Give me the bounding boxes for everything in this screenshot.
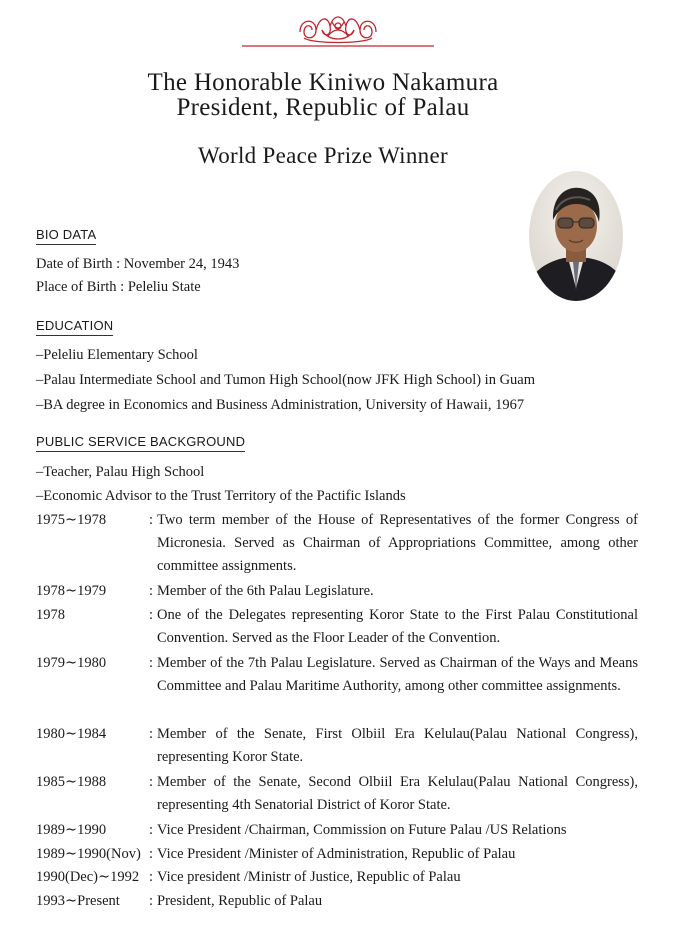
- service-colon: :: [149, 893, 154, 909]
- service-description: Two term member of the House of Representatives of the former Congress of Micronesia. Served as Chairman of Appropriations Committee, among other committee assignments.: [157, 512, 638, 574]
- service-colon: :: [149, 846, 154, 862]
- ornament-flourish: [240, 8, 436, 50]
- service-years: 1978∼1979: [36, 583, 107, 599]
- service-item: –Economic Advisor to the Trust Territory of the Pactific Islands: [36, 488, 406, 504]
- service-description: Member of the Senate, Second Olbiil Era Kelulau(Palau National Congress), representing 4th Senatorial District of Koror State.: [157, 774, 638, 813]
- service-years: 1978: [36, 607, 65, 623]
- education-item: –Peleliu Elementary School: [36, 347, 198, 363]
- service-description: Vice President /Chairman, Commission on Future Palau /US Relations: [157, 822, 567, 838]
- service-years: 1989∼1990(Nov): [36, 846, 141, 862]
- section-heading-public-service: PUBLIC SERVICE BACKGROUND: [36, 434, 245, 452]
- service-description: One of the Delegates representing Koror State to the First Palau Constitutional Convention. Served as the Floor Leader of the Convention.: [157, 607, 638, 646]
- education-item: –BA degree in Economics and Business Administration, University of Hawaii, 1967: [36, 397, 525, 413]
- service-years: 1989∼1990: [36, 822, 107, 838]
- service-years: 1990(Dec)∼1992: [36, 869, 140, 885]
- service-colon: :: [149, 655, 154, 671]
- service-years: 1985∼1988: [36, 774, 107, 790]
- service-colon: :: [149, 774, 154, 790]
- service-item: –Teacher, Palau High School: [36, 464, 205, 480]
- education-item: –Palau Intermediate School and Tumon High School(now JFK High School) in Guam: [36, 372, 536, 388]
- service-colon: :: [149, 512, 154, 528]
- bio-place-of-birth: Place of Birth : Peleliu State: [36, 279, 201, 295]
- service-description: President, Republic of Palau: [157, 893, 323, 909]
- service-colon: :: [149, 726, 154, 742]
- service-colon: :: [149, 583, 154, 599]
- service-years: 1993∼Present: [36, 893, 120, 909]
- person-title: President, Republic of Palau: [176, 94, 470, 121]
- bio-date-of-birth: Date of Birth : November 24, 1943: [36, 256, 240, 272]
- award-title: World Peace Prize Winner: [198, 143, 448, 168]
- service-years: 1975∼1978: [36, 512, 107, 528]
- service-description: Vice president /Ministr of Justice, Republic of Palau: [157, 869, 461, 885]
- service-colon: :: [149, 869, 154, 885]
- service-description: Vice President /Minister of Administration, Republic of Palau: [157, 846, 516, 862]
- person-name: The Honorable Kiniwo Nakamura: [147, 69, 499, 96]
- service-description: Member of the 7th Palau Legislature. Served as Chairman of the Ways and Means Committee and Palau Maritime Authority, among other committee assignments.: [157, 655, 638, 694]
- service-colon: :: [149, 822, 154, 838]
- service-description: Member of the Senate, First Olbiil Era Kelulau(Palau National Congress), representing Koror State.: [157, 726, 638, 765]
- portrait-photo: [528, 170, 624, 302]
- section-heading-bio: BIO DATA: [36, 227, 96, 245]
- service-colon: :: [149, 607, 154, 623]
- service-years: 1979∼1980: [36, 655, 107, 671]
- service-years: 1980∼1984: [36, 726, 107, 742]
- section-heading-education: EDUCATION: [36, 318, 113, 336]
- service-description: Member of the 6th Palau Legislature.: [157, 583, 374, 599]
